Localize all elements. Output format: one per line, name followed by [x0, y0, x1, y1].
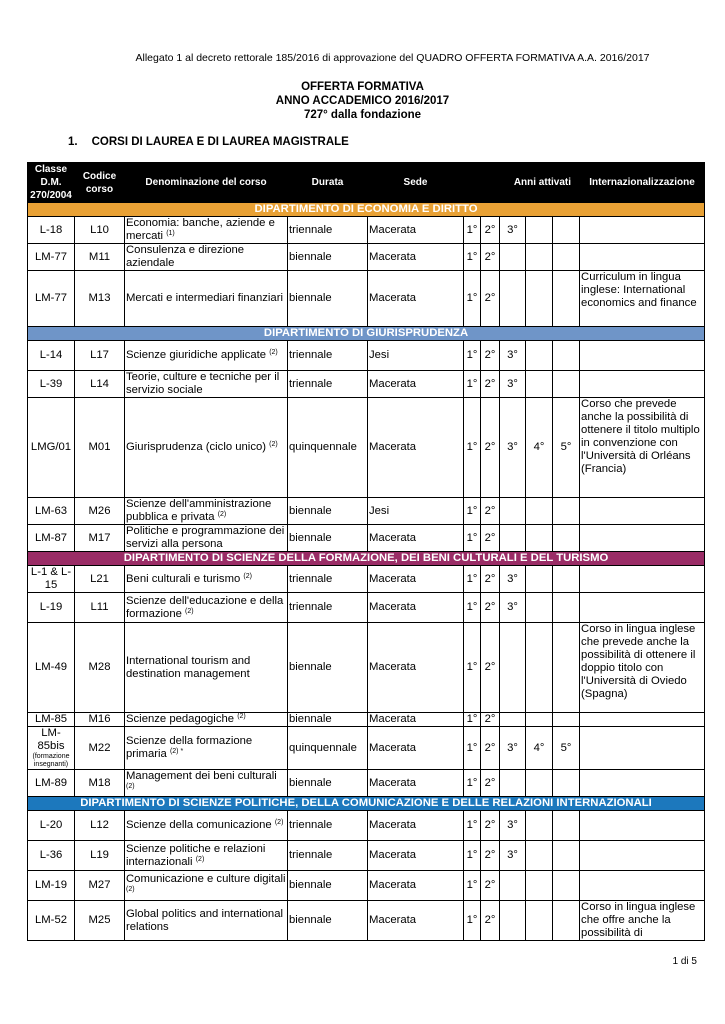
- classe-value: LM-85bis: [37, 727, 65, 752]
- cell-anno: 2°: [481, 244, 500, 271]
- course-note: (2): [243, 572, 252, 580]
- title-line-1: OFFERTA FORMATIVA: [301, 81, 424, 93]
- classe-value: LM-49: [34, 661, 68, 673]
- cell-classe: [28, 371, 75, 398]
- cell-durata: biennale: [288, 498, 368, 525]
- course-row: [28, 811, 705, 841]
- course-row: [28, 841, 705, 871]
- cell-durata: quinquennale: [288, 398, 368, 498]
- cell-anno: 2°: [481, 525, 500, 552]
- cell-durata: biennale: [288, 871, 368, 901]
- course-row: [28, 244, 705, 271]
- cell-internazionalizzazione: [580, 371, 705, 398]
- classe-value: LM-52: [34, 914, 68, 926]
- cell-anno: [553, 244, 580, 271]
- course-row: [28, 398, 705, 498]
- cell-anno: 1°: [464, 623, 481, 713]
- cell-durata: triennale: [288, 217, 368, 244]
- cell-anno: 3°: [500, 841, 526, 871]
- cell-codice: M27: [75, 871, 125, 901]
- cell-internazionalizzazione: [580, 498, 705, 525]
- cell-classe: [28, 244, 75, 271]
- cell-denominazione: [125, 871, 288, 901]
- cell-durata: biennale: [288, 770, 368, 797]
- cell-anno: 2°: [481, 341, 500, 371]
- course-name: Teorie, culture e tecniche per il servizio sociale: [126, 371, 280, 396]
- table-body: [28, 203, 705, 941]
- cell-anno: [500, 244, 526, 271]
- classe-value: LM-87: [34, 531, 68, 544]
- department-name: DIPARTIMENTO DI GIURISPRUDENZA: [28, 327, 705, 341]
- col-durata: Durata: [288, 163, 368, 203]
- cell-anno: [553, 525, 580, 552]
- cell-denominazione: [125, 217, 288, 244]
- cell-anno: 1°: [464, 593, 481, 623]
- cell-anno: 2°: [481, 811, 500, 841]
- cell-classe: [28, 525, 75, 552]
- cell-durata: triennale: [288, 811, 368, 841]
- course-name: Management dei beni culturali: [126, 770, 277, 782]
- department-name: DIPARTIMENTO DI SCIENZE DELLA FORMAZIONE, DEI BENI CULTURALI E DEL TURISMO: [28, 552, 705, 566]
- cell-internazionalizzazione: [580, 841, 705, 871]
- cell-anno: 3°: [500, 398, 526, 498]
- cell-anno: [553, 811, 580, 841]
- cell-anno: [526, 871, 553, 901]
- cell-anno: 3°: [500, 371, 526, 398]
- courses-table: [27, 162, 705, 941]
- cell-internazionalizzazione: [580, 713, 705, 727]
- cell-anno: 1°: [464, 498, 481, 525]
- cell-anno: 2°: [481, 371, 500, 398]
- cell-anno: [526, 341, 553, 371]
- classe-note: (formazione insegnanti): [32, 753, 70, 768]
- course-row: [28, 371, 705, 398]
- cell-codice: M26: [75, 498, 125, 525]
- cell-anno: 2°: [481, 770, 500, 797]
- course-row: [28, 525, 705, 552]
- cell-anno: 1°: [464, 727, 481, 770]
- cell-anno: 2°: [481, 727, 500, 770]
- cell-anno: [553, 371, 580, 398]
- course-note: (2): [126, 783, 135, 790]
- cell-internazionalizzazione: [580, 593, 705, 623]
- cell-anno: [526, 244, 553, 271]
- cell-internazionalizzazione: Corso che prevede anche la possibilità di ottenere il titolo multiplo in convenzione con l'Università di Orléans (Francia): [580, 398, 705, 498]
- cell-denominazione: [125, 244, 288, 271]
- cell-denominazione: [125, 525, 288, 552]
- classe-value: LM-89: [34, 776, 68, 789]
- cell-anno: [553, 498, 580, 525]
- course-name: Scienze della formazione primaria: [126, 735, 253, 760]
- course-row: [28, 727, 705, 770]
- course-name: Scienze della comunicazione: [126, 819, 272, 831]
- course-row: [28, 593, 705, 623]
- cell-sede: Macerata: [368, 871, 464, 901]
- cell-durata: biennale: [288, 713, 368, 727]
- cell-anno: 1°: [464, 841, 481, 871]
- cell-anno: [500, 770, 526, 797]
- cell-anno: 2°: [481, 398, 500, 498]
- cell-denominazione: [125, 371, 288, 398]
- course-note: (2): [269, 441, 278, 448]
- cell-anno: 2°: [481, 566, 500, 593]
- course-name: Scienze dell'educazione e della formazione: [126, 594, 284, 620]
- cell-codice: L14: [75, 371, 125, 398]
- cell-anno: 2°: [481, 841, 500, 871]
- classe-value: L-36: [39, 849, 63, 861]
- course-name: Consulenza e direzione aziendale: [126, 244, 245, 269]
- course-name: Economia: banche, aziende e mercati: [126, 217, 275, 242]
- cell-anno: 2°: [481, 593, 500, 623]
- cell-classe: [28, 593, 75, 623]
- cell-classe: [28, 217, 75, 244]
- course-row: [28, 566, 705, 593]
- cell-anno: 1°: [464, 371, 481, 398]
- col-intern: Internazionalizzazione: [580, 163, 705, 203]
- cell-anno: 4°: [526, 727, 553, 770]
- cell-classe: [28, 811, 75, 841]
- cell-denominazione: [125, 593, 288, 623]
- classe-value: LMG/01: [30, 441, 72, 453]
- cell-anno: 1°: [464, 271, 481, 327]
- cell-codice: L10: [75, 217, 125, 244]
- cell-classe: [28, 271, 75, 327]
- cell-denominazione: [125, 727, 288, 770]
- cell-denominazione: [125, 341, 288, 371]
- cell-internazionalizzazione: [580, 811, 705, 841]
- cell-classe: [28, 398, 75, 498]
- cell-anno: [553, 841, 580, 871]
- classe-value: L-39: [39, 377, 63, 390]
- cell-anno: 2°: [481, 713, 500, 727]
- cell-denominazione: [125, 713, 288, 727]
- table-header: [28, 163, 705, 203]
- cell-codice: L17: [75, 341, 125, 371]
- course-note: (2) *: [169, 748, 184, 755]
- cell-sede: Macerata: [368, 713, 464, 727]
- cell-denominazione: [125, 901, 288, 941]
- cell-anno: [526, 271, 553, 327]
- cell-anno: 1°: [464, 341, 481, 371]
- cell-anno: 2°: [481, 217, 500, 244]
- cell-anno: [526, 217, 553, 244]
- cell-anno: 1°: [464, 811, 481, 841]
- col-sede: Sede: [368, 163, 464, 203]
- cell-internazionalizzazione: [580, 770, 705, 797]
- section-number: 1.: [68, 136, 78, 148]
- course-note: (2): [237, 713, 246, 720]
- cell-internazionalizzazione: [580, 871, 705, 901]
- course-name: Comunicazione e culture digitali: [126, 872, 286, 885]
- cell-codice: L19: [75, 841, 125, 871]
- cell-anno: 2°: [481, 498, 500, 525]
- course-note: (2): [269, 349, 278, 356]
- cell-denominazione: [125, 841, 288, 871]
- course-name: Beni culturali e turismo: [126, 572, 241, 585]
- cell-anno: 3°: [500, 341, 526, 371]
- course-name: Scienze pedagogiche: [126, 713, 235, 725]
- cell-sede: Macerata: [368, 623, 464, 713]
- cell-anno: [526, 770, 553, 797]
- classe-value: L-19: [39, 601, 63, 613]
- department-name: DIPARTIMENTO DI ECONOMIA E DIRITTO: [28, 203, 705, 217]
- cell-anno: 2°: [481, 623, 500, 713]
- cell-durata: triennale: [288, 841, 368, 871]
- course-name: International tourism and destination management: [126, 654, 251, 680]
- cell-anno: 3°: [500, 727, 526, 770]
- cell-anno: [500, 713, 526, 727]
- cell-anno: [553, 593, 580, 623]
- cell-anno: 2°: [481, 271, 500, 327]
- cell-internazionalizzazione: [580, 244, 705, 271]
- course-row: [28, 623, 705, 713]
- course-note: (2): [217, 511, 227, 518]
- course-row: [28, 871, 705, 901]
- department-row: [28, 552, 705, 566]
- cell-denominazione: [125, 498, 288, 525]
- cell-durata: biennale: [288, 244, 368, 271]
- course-row: [28, 341, 705, 371]
- cell-sede: Macerata: [368, 525, 464, 552]
- cell-codice: M16: [75, 713, 125, 727]
- cell-classe: [28, 713, 75, 727]
- cell-anno: 1°: [464, 566, 481, 593]
- cell-anno: 2°: [481, 901, 500, 941]
- cell-anno: [500, 871, 526, 901]
- cell-internazionalizzazione: Corso in lingua inglese che offre anche la possibilità di: [580, 901, 705, 941]
- classe-value: L-14: [39, 349, 63, 361]
- cell-durata: triennale: [288, 371, 368, 398]
- classe-value: LM-63: [34, 504, 68, 517]
- cell-anno: [526, 593, 553, 623]
- page-footer: 1 di 5: [672, 956, 697, 967]
- cell-anno: [526, 841, 553, 871]
- cell-durata: biennale: [288, 271, 368, 327]
- cell-internazionalizzazione: [580, 727, 705, 770]
- cell-anno: [553, 271, 580, 327]
- section-label: CORSI DI LAUREA E DI LAUREA MAGISTRALE: [91, 136, 349, 148]
- cell-anno: 3°: [500, 217, 526, 244]
- cell-codice: M28: [75, 623, 125, 713]
- cell-classe: [28, 871, 75, 901]
- course-note: (1): [166, 230, 175, 237]
- cell-anno: 1°: [464, 770, 481, 797]
- cell-denominazione: [125, 623, 288, 713]
- cell-anno: [500, 271, 526, 327]
- cell-sede: Macerata: [368, 841, 464, 871]
- cell-anno: [553, 770, 580, 797]
- cell-anno: [553, 217, 580, 244]
- course-row: [28, 498, 705, 525]
- cell-sede: Macerata: [368, 901, 464, 941]
- cell-sede: Macerata: [368, 727, 464, 770]
- cell-anno: 3°: [500, 811, 526, 841]
- course-note: (2): [195, 855, 205, 863]
- cell-internazionalizzazione: [580, 217, 705, 244]
- cell-internazionalizzazione: [580, 341, 705, 371]
- cell-anno: 1°: [464, 713, 481, 727]
- cell-anno: 5°: [553, 398, 580, 498]
- course-name: Politiche e programmazione dei servizi alla persona: [126, 525, 285, 550]
- cell-internazionalizzazione: Curriculum in lingua inglese: International economics and finance: [580, 271, 705, 327]
- cell-classe: [28, 566, 75, 593]
- cell-codice: M17: [75, 525, 125, 552]
- course-note: (2): [126, 885, 135, 893]
- cell-codice: M01: [75, 398, 125, 498]
- cell-denominazione: [125, 398, 288, 498]
- course-name: Scienze dell'amministrazione pubblica e privata: [126, 498, 272, 523]
- document-title: [0, 80, 725, 122]
- cell-anno: [526, 371, 553, 398]
- cell-anno: [553, 871, 580, 901]
- cell-anno: 1°: [464, 525, 481, 552]
- cell-durata: biennale: [288, 623, 368, 713]
- cell-anno: 1°: [464, 398, 481, 498]
- department-row: [28, 327, 705, 341]
- col-classe: Classe D.M. 270/2004: [28, 163, 75, 203]
- cell-durata: triennale: [288, 566, 368, 593]
- cell-durata: triennale: [288, 593, 368, 623]
- cell-codice: L11: [75, 593, 125, 623]
- course-row: [28, 770, 705, 797]
- cell-anno: [526, 525, 553, 552]
- cell-classe: [28, 841, 75, 871]
- classe-value: L-1 & L-15: [30, 566, 72, 591]
- cell-anno: [500, 901, 526, 941]
- cell-sede: Macerata: [368, 593, 464, 623]
- cell-durata: biennale: [288, 525, 368, 552]
- course-note: (2): [185, 607, 194, 615]
- cell-codice: M11: [75, 244, 125, 271]
- cell-anno: [526, 498, 553, 525]
- cell-internazionalizzazione: [580, 566, 705, 593]
- department-row: [28, 203, 705, 217]
- cell-internazionalizzazione: [580, 525, 705, 552]
- cell-anno: 1°: [464, 901, 481, 941]
- cell-classe: [28, 770, 75, 797]
- header-allegato: Allegato 1 al decreto rettorale 185/2016 di approvazione del QUADRO OFFERTA FORMATIVA A.A. 2016/2017: [135, 52, 650, 64]
- cell-sede: Macerata: [368, 271, 464, 327]
- cell-denominazione: [125, 566, 288, 593]
- cell-classe: [28, 623, 75, 713]
- course-row: [28, 901, 705, 941]
- cell-classe: [28, 901, 75, 941]
- cell-sede: Macerata: [368, 398, 464, 498]
- classe-value: LM-85: [34, 713, 68, 725]
- cell-anno: [553, 623, 580, 713]
- classe-value: LM-77: [34, 250, 68, 263]
- course-row: [28, 271, 705, 327]
- col-anni: Anni attivati: [464, 163, 580, 203]
- cell-denominazione: [125, 811, 288, 841]
- cell-anno: 5°: [553, 727, 580, 770]
- cell-anno: 1°: [464, 244, 481, 271]
- title-line-3: 727° dalla fondazione: [303, 109, 422, 121]
- classe-value: LM-19: [34, 879, 68, 891]
- cell-classe: [28, 498, 75, 525]
- cell-codice: L21: [75, 566, 125, 593]
- cell-sede: Jesi: [368, 341, 464, 371]
- cell-anno: [553, 341, 580, 371]
- cell-denominazione: [125, 271, 288, 327]
- classe-value: LM-77: [34, 292, 68, 304]
- cell-anno: 1°: [464, 217, 481, 244]
- cell-classe: [28, 341, 75, 371]
- cell-durata: triennale: [288, 341, 368, 371]
- cell-durata: quinquennale: [288, 727, 368, 770]
- cell-internazionalizzazione: Corso in lingua inglese che prevede anche la possibilità di ottenere il doppio titolo con l'Università di Oviedo (Spagna): [580, 623, 705, 713]
- title-line-2: ANNO ACCADEMICO 2016/2017: [275, 95, 450, 107]
- cell-codice: M22: [75, 727, 125, 770]
- cell-anno: 3°: [500, 593, 526, 623]
- cell-anno: [526, 901, 553, 941]
- cell-sede: Macerata: [368, 566, 464, 593]
- cell-anno: [553, 901, 580, 941]
- course-row: [28, 217, 705, 244]
- cell-anno: [500, 623, 526, 713]
- col-codice: Codice corso: [75, 163, 125, 203]
- course-row: [28, 713, 705, 727]
- cell-anno: [500, 525, 526, 552]
- department-row: [28, 797, 705, 811]
- cell-codice: M18: [75, 770, 125, 797]
- classe-value: L-18: [39, 223, 63, 236]
- cell-classe: [28, 727, 75, 770]
- cell-denominazione: [125, 770, 288, 797]
- cell-anno: 4°: [526, 398, 553, 498]
- course-name: Scienze politiche e relazioni internazionali: [126, 842, 266, 868]
- cell-sede: Macerata: [368, 811, 464, 841]
- cell-anno: [553, 566, 580, 593]
- cell-codice: L12: [75, 811, 125, 841]
- course-name: Giurisprudenza (ciclo unico): [126, 441, 267, 453]
- cell-codice: M25: [75, 901, 125, 941]
- department-name: DIPARTIMENTO DI SCIENZE POLITICHE, DELLA COMUNICAZIONE E DELLE RELAZIONI INTERNAZIONALI: [28, 797, 705, 811]
- cell-anno: [526, 623, 553, 713]
- cell-anno: [500, 498, 526, 525]
- cell-sede: Jesi: [368, 498, 464, 525]
- classe-value: L-20: [39, 819, 63, 831]
- cell-codice: M13: [75, 271, 125, 327]
- cell-anno: [526, 811, 553, 841]
- cell-anno: [526, 713, 553, 727]
- cell-anno: 1°: [464, 871, 481, 901]
- cell-anno: 3°: [500, 566, 526, 593]
- cell-anno: 2°: [481, 871, 500, 901]
- cell-sede: Macerata: [368, 371, 464, 398]
- cell-sede: Macerata: [368, 217, 464, 244]
- section-heading: [68, 136, 349, 148]
- course-name: Scienze giuridiche applicate: [126, 349, 267, 361]
- col-denominazione: Denominazione del corso: [125, 163, 288, 203]
- cell-sede: Macerata: [368, 244, 464, 271]
- cell-durata: biennale: [288, 901, 368, 941]
- cell-sede: Macerata: [368, 770, 464, 797]
- course-note: (2): [274, 819, 284, 826]
- cell-anno: [553, 713, 580, 727]
- course-name: Mercati e intermediari finanziari: [126, 292, 283, 304]
- course-name: Global politics and international relations: [126, 907, 283, 933]
- cell-anno: [526, 566, 553, 593]
